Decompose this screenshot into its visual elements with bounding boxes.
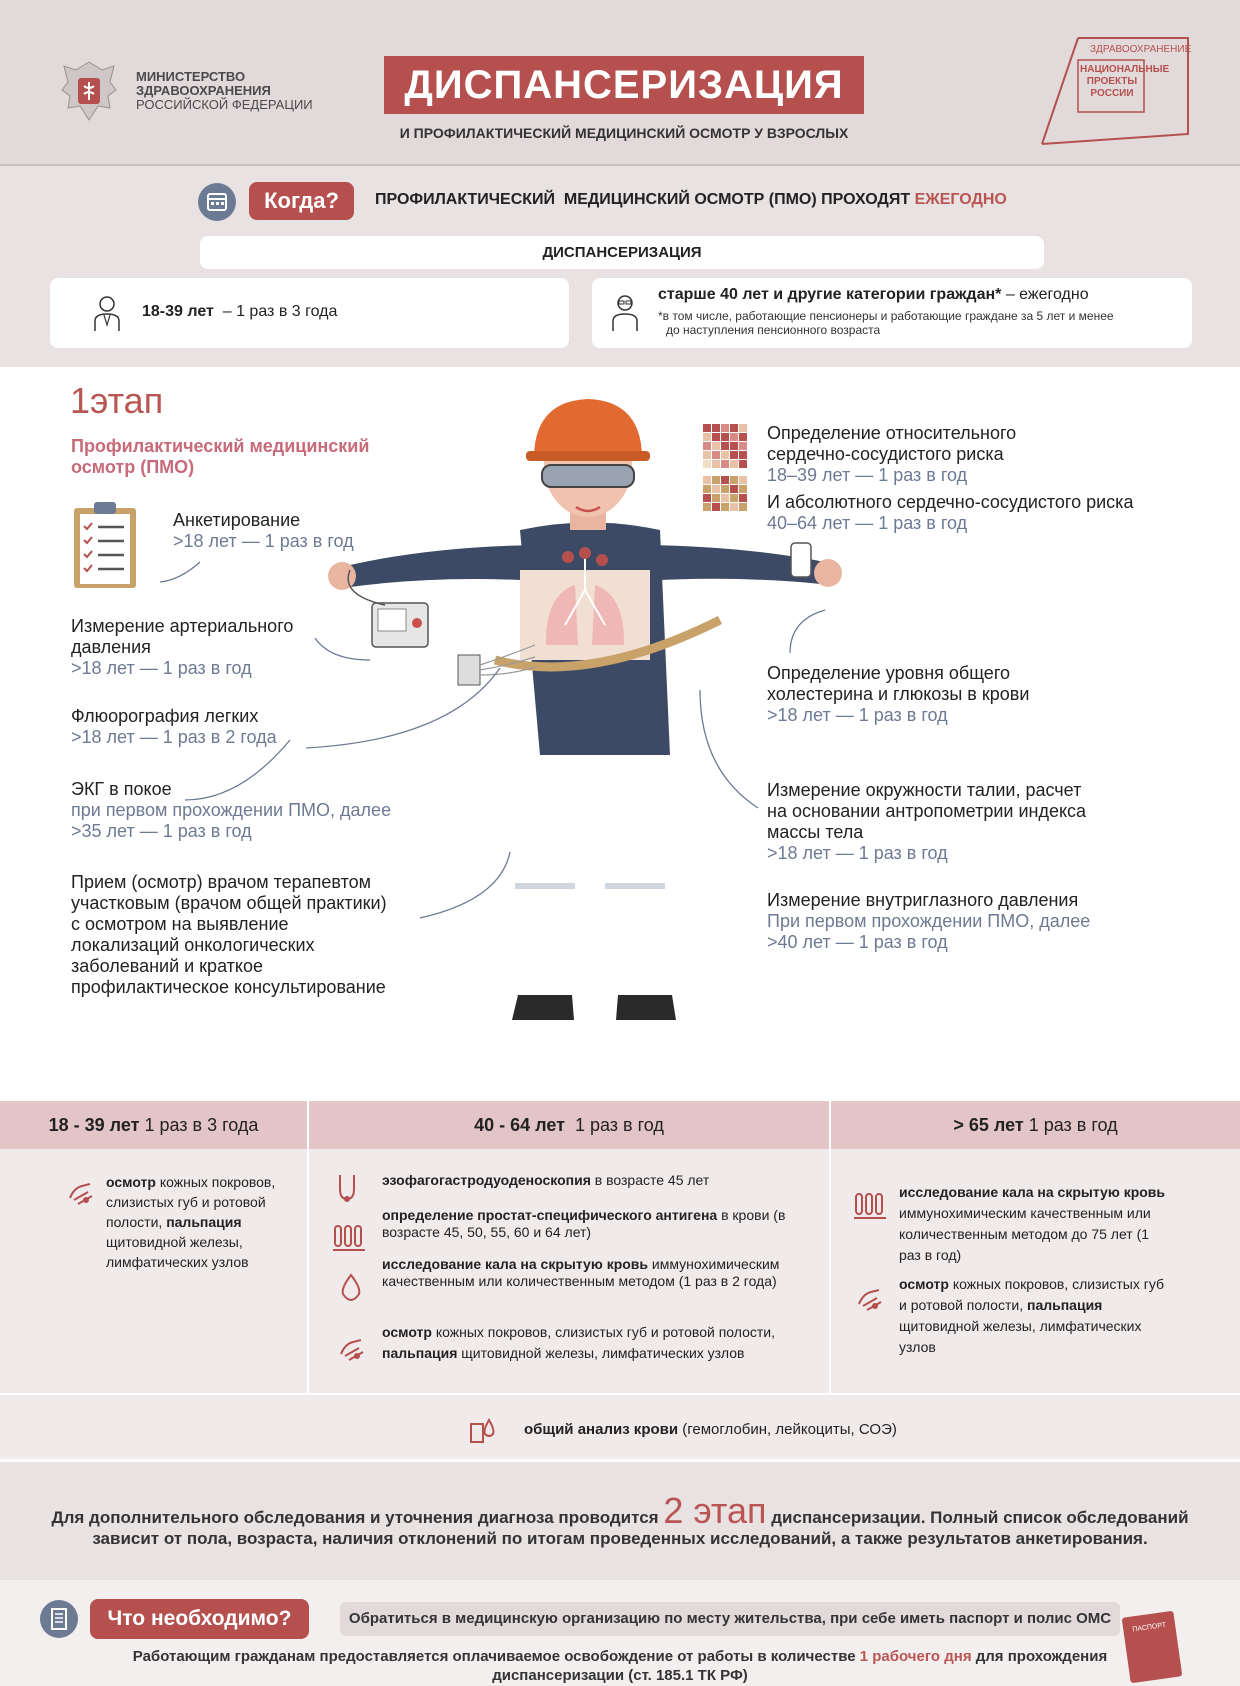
footnote-line1: *в том числе, работающие пенсионеры и работающие граждане за 5 лет и менее (658, 309, 1114, 323)
test-tubes-icon (854, 1190, 886, 1220)
col3-item2 (899, 1274, 1169, 1358)
item-label: заболеваний и краткое (71, 956, 264, 976)
footer-line1 (0, 1648, 1240, 1665)
endoscope-icon (336, 1173, 358, 1203)
np-line1: НАЦИОНАЛЬНЫЕ (1080, 64, 1170, 75)
page-title: ДИСПАНСЕРИЗАЦИЯ (384, 56, 864, 114)
palpation-hand-icon (337, 1334, 367, 1364)
item-label: Прием (осмотр) врачом терапевтом (71, 872, 372, 892)
row-divider (0, 1393, 1240, 1395)
col2-freq: 1 раз в год (574, 1115, 664, 1135)
item-label: Анкетирование (173, 510, 301, 530)
col-divider (829, 1101, 831, 1393)
egds-bold: эзофагогастродуоденоскопия (382, 1172, 591, 1188)
exam-bold: осмотр (382, 1324, 432, 1340)
fecal-text: иммунохимическим качественным или количественным методом (1 раз в 2 года) (382, 1256, 780, 1289)
fecal-bold: исследование кала на скрытую кровь (899, 1184, 1166, 1200)
item-freq: >18 лет — 1 раз в год (173, 531, 354, 551)
col2-item1 (382, 1172, 812, 1189)
item-label: Измерение окружности талии, расчет (767, 780, 1082, 800)
exam-text: кожных покровов, слизистых губ и ротовой полости, (899, 1276, 1165, 1313)
palpation-text: щитовидной железы, лимфатических узлов (106, 1234, 249, 1270)
document-icon (40, 1600, 78, 1638)
item-freq: >40 лет — 1 раз в год (767, 932, 948, 952)
palpation-hand-icon (855, 1284, 885, 1314)
stage1-subtitle-line1: Профилактический медицинский (71, 436, 370, 456)
col2-item3 (382, 1256, 812, 1290)
ministry-line1: МИНИСТЕРСТВО (136, 69, 246, 84)
blood-row (524, 1421, 897, 1438)
page-subtitle: И ПРОФИЛАКТИЧЕСКИЙ МЕДИЦИНСКИЙ ОСМОТР У ВЗРОСЛЫХ (399, 125, 849, 141)
egds-text: в возрасте 45 лет (590, 1172, 710, 1188)
young-freq: – 1 раз в 3 года (222, 303, 338, 320)
item-freq: при первом прохождении ПМО, далее (71, 800, 392, 820)
item-label: профилактическое консультирование (71, 977, 386, 997)
item-freq: >18 лет — 1 раз в год (767, 705, 948, 725)
passport-label: ПАСПОРТ (1132, 1621, 1167, 1634)
item-label: ЭКГ в покое (71, 779, 172, 799)
needed-label: Что необходимо? (90, 1599, 309, 1639)
footer-post: для прохождения (975, 1648, 1108, 1665)
np-line2: ПРОЕКТЫ (1086, 76, 1138, 87)
stage2-pre: Для дополнительного обследования и уточнения диагноза проводится (51, 1508, 659, 1527)
exam-bold: осмотр (899, 1276, 949, 1292)
disp-title: ДИСПАНСЕРИЗАЦИЯ (200, 236, 1044, 269)
col2-item4 (382, 1322, 822, 1364)
col1-text (106, 1172, 276, 1272)
psa-bold: определение простат-специфического антигена (382, 1207, 718, 1223)
footnote-line2: до наступления пенсионного возраста (666, 323, 881, 337)
palpation-bold: пальпация (166, 1214, 242, 1230)
palpation-text: щитовидной железы, лимфатических узлов (899, 1318, 1142, 1355)
exam-text: кожных покровов, слизистых губ и ротовой полости, (431, 1324, 775, 1340)
col2-header (309, 1101, 829, 1149)
palpation-bold: пальпация (382, 1345, 458, 1361)
exam-text: кожных покровов, слизистых губ и ротовой полости, (106, 1174, 276, 1230)
col3-age: > 65 лет (953, 1115, 1024, 1135)
footer-highlight: 1 рабочего дня (859, 1648, 972, 1665)
col2-age: 40 - 64 лет (474, 1115, 565, 1135)
item-freq: >18 лет — 1 раз в 2 года (71, 727, 277, 747)
np-line3: РОССИИ (1090, 88, 1134, 99)
ministry-line2: ЗДРАВООХРАНЕНИЯ (136, 83, 271, 98)
item-label: с осмотром на выявление (71, 914, 289, 934)
item-label: давления (71, 637, 151, 657)
item-label: Флюорография легких (71, 706, 259, 726)
fecal-text: иммунохимическим качественным или количественным методом до 75 лет (1 раз в год) (899, 1205, 1151, 1263)
blood-bold: общий анализ крови (524, 1421, 679, 1438)
col3-freq: 1 раз в год (1028, 1115, 1118, 1135)
item-freq: >35 лет — 1 раз в год (71, 821, 252, 841)
item-label: И абсолютного сердечно-сосудистого риска (767, 492, 1134, 512)
item-label: на основании антропометрии индекса (767, 801, 1087, 821)
stage2-big: 2 этап (663, 1490, 767, 1531)
palpation-hand-icon (66, 1178, 96, 1208)
fecal-bold: исследование кала на скрытую кровь (382, 1256, 649, 1272)
item-label: Измерение артериального (71, 616, 294, 636)
item-label: сердечно-сосудистого риска (767, 444, 1004, 464)
item-label: массы тела (767, 822, 864, 842)
stage2-post: диспансеризации. Полный список обследований (771, 1508, 1189, 1527)
col-divider (307, 1101, 309, 1393)
palpation-bold: пальпация (1026, 1297, 1103, 1313)
palpation-text: щитовидной железы, лимфатических узлов (457, 1345, 745, 1361)
col1-header (0, 1101, 307, 1149)
exam-bold: осмотр (106, 1174, 156, 1190)
item-label: локализаций онкологических (71, 935, 315, 955)
when-highlight: ЕЖЕГОДНО (914, 191, 1007, 208)
when-main: ПРОФИЛАКТИЧЕСКИЙ МЕДИЦИНСКИЙ ОСМОТР (ПМО) ПРОХОДЯТ (375, 191, 911, 208)
col1-age: 18 - 39 лет (48, 1115, 140, 1135)
stage2-line2: зависит от пола, возраста, наличия отклонений по итогам проведенных исследований, а также результатов анкетирования. (92, 1529, 1148, 1548)
when-label: Когда? (249, 182, 354, 220)
np-small: ЗДРАВООХРАНЕНИЕ (1090, 44, 1192, 55)
stage2-line1 (0, 1490, 1240, 1532)
item-label: Измерение внутриглазного давления (767, 890, 1079, 910)
blood-test-icon (468, 1416, 496, 1444)
item-freq: 40–64 лет — 1 раз в год (767, 513, 968, 533)
needed-text: Обратиться в медицинскую организацию по месту жительства, при себе иметь паспорт и полис ОМС (340, 1602, 1120, 1636)
young-age: 18-39 лет (142, 303, 214, 320)
item-label: участковым (врачом общей практики) (71, 893, 387, 913)
blood-text: (гемоглобин, лейкоциты, СОЭ) (678, 1421, 897, 1438)
item-label: Определение уровня общего (767, 663, 1010, 683)
stage1-subtitle-line2: осмотр (ПМО) (71, 457, 195, 477)
col3-item1 (899, 1182, 1169, 1266)
col2-item2 (382, 1207, 812, 1241)
item-freq: 18–39 лет — 1 раз в год (767, 465, 968, 485)
old-freq: – ежегодно (1005, 286, 1089, 303)
footer-pre: Работающим гражданам предоставляется оплачиваемое освобождение от работы в количестве (132, 1648, 856, 1665)
item-freq: >18 лет — 1 раз в год (71, 658, 252, 678)
psa-text: в крови (в возрасте 45, 50, 55, 60 и 64 лет) (382, 1207, 786, 1240)
stool-test-icon (337, 1272, 365, 1302)
item-freq: >18 лет — 1 раз в год (767, 843, 948, 863)
stage1-title: 1этап (70, 380, 164, 421)
ministry-line3: РОССИЙСКОЙ ФЕДЕРАЦИИ (136, 97, 313, 112)
item-label: Определение относительного (767, 423, 1017, 443)
col3-header (831, 1101, 1240, 1149)
col1-freq: 1 раз в 3 года (144, 1115, 259, 1135)
item-label: холестерина и глюкозы в крови (767, 684, 1030, 704)
item-freq: При первом прохождении ПМО, далее (767, 911, 1091, 931)
old-age: старше 40 лет и другие категории граждан* (658, 286, 1002, 303)
footer-line2: диспансеризации (ст. 185.1 ТК РФ) (492, 1667, 748, 1684)
test-tubes-icon (333, 1222, 365, 1252)
